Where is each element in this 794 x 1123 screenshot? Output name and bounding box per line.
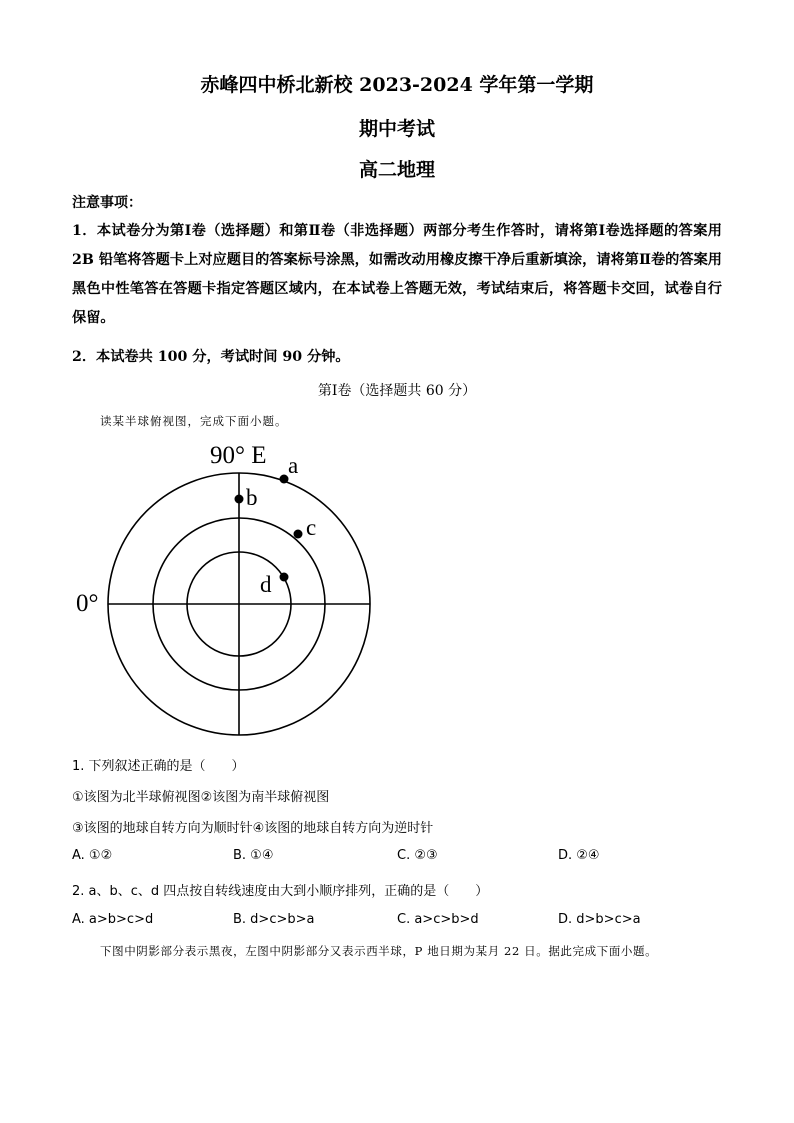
label-c: c bbox=[306, 515, 317, 540]
q1-line-2: ③该图的地球自转方向为顺时针④该图的地球自转方向为逆时针 bbox=[72, 821, 434, 836]
q1-option-c[interactable]: C. ②③ bbox=[397, 848, 438, 863]
q2-option-c[interactable]: C. a>c>b>d bbox=[397, 912, 479, 927]
next-figure-intro: 下图中阴影部分表示黑夜，左图中阴影部分又表示西半球，P 地日期为某月 22 日。据此完成下面小题。 bbox=[100, 944, 658, 958]
label-d: d bbox=[260, 572, 272, 597]
label-90e: 90° E bbox=[210, 442, 267, 469]
q1-option-b[interactable]: B. ①④ bbox=[233, 848, 274, 863]
q2-option-d[interactable]: D. d>b>c>a bbox=[558, 912, 641, 927]
section-heading: 第Ⅰ卷（选择题共 60 分） bbox=[317, 383, 477, 399]
exam-title: 赤峰四中桥北新校 2023-2024 学年第一学期 bbox=[200, 74, 594, 96]
label-b: b bbox=[246, 485, 258, 510]
label-0: 0° bbox=[76, 590, 99, 617]
q1-option-a[interactable]: A. ①② bbox=[72, 848, 113, 863]
figure-intro: 读某半球俯视图，完成下面小题。 bbox=[100, 414, 288, 428]
q1-option-d[interactable]: D. ②④ bbox=[558, 848, 600, 863]
q1-line-1: ①该图为北半球俯视图②该图为南半球俯视图 bbox=[72, 790, 330, 805]
q2-option-a[interactable]: A. a>b>c>d bbox=[72, 912, 154, 927]
q2-stem: 2. a、b、c、d 四点按自转线速度由大到小顺序排列，正确的是（ ） bbox=[72, 884, 489, 899]
point-c-dot bbox=[294, 530, 303, 539]
label-a: a bbox=[288, 453, 299, 478]
q2-option-b[interactable]: B. d>c>b>a bbox=[233, 912, 315, 927]
point-d-dot bbox=[280, 573, 289, 582]
subject-title: 高二地理 bbox=[358, 159, 435, 181]
notice-heading: 注意事项： bbox=[72, 195, 142, 211]
point-b-dot bbox=[235, 495, 244, 504]
notice-item-1: 1．本试卷分为第Ⅰ卷（选择题）和第Ⅱ卷（非选择题）两部分考生作答时，请将第Ⅰ卷选择题的答案用 2B 铅笔将答题卡上对应题目的答案标号涂黑，如需改动用橡皮擦干净后重新填涂，请将第Ⅱ卷的答案用黑色中性笔答在答题卡指定答题区域内，在本试卷上答题无效，考试结束后，将答题卡交回，试卷自行保留。 bbox=[72, 223, 722, 326]
notice-item-2: 2．本试卷共 100 分，考试时间 90 分钟。 bbox=[72, 349, 350, 365]
hemisphere-figure bbox=[70, 435, 390, 745]
exam-name: 期中考试 bbox=[358, 118, 435, 140]
q1-stem: 1. 下列叙述正确的是（ ） bbox=[72, 759, 245, 774]
